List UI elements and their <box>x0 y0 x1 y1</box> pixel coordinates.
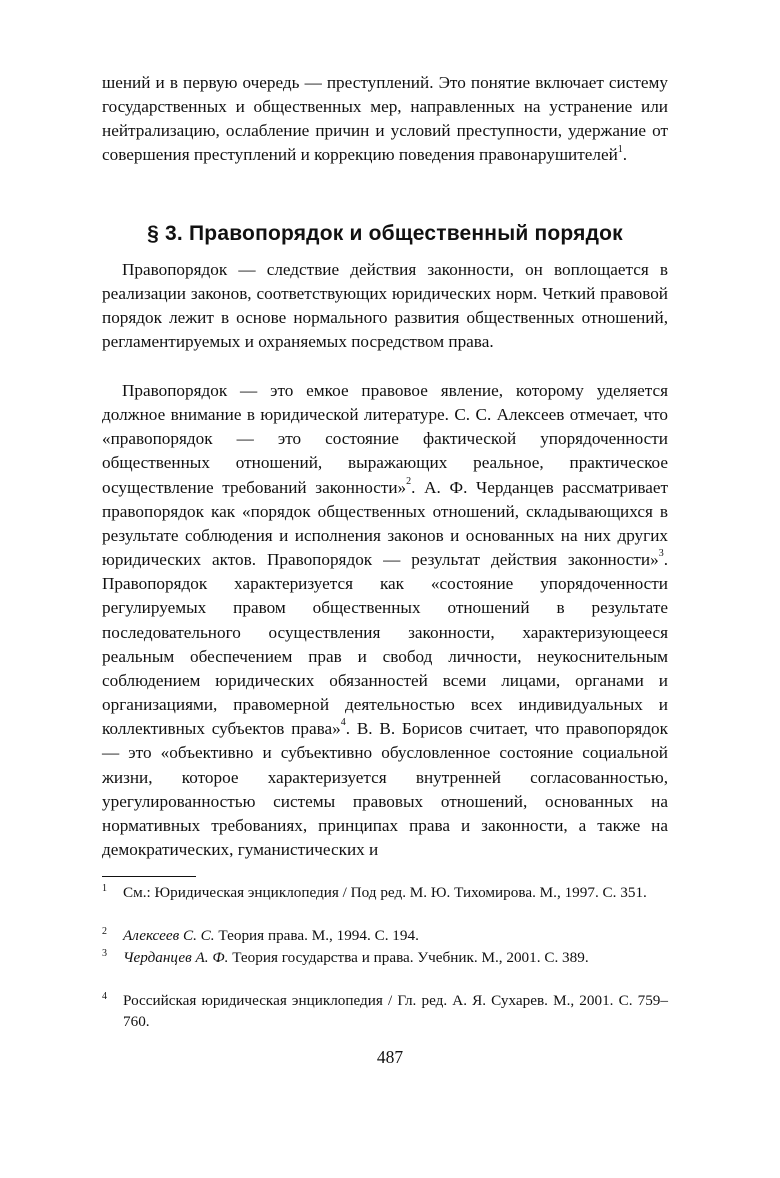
paragraph-legal-order: Правопорядок — следствие действия законности, он воплощается в реализации законов, соответствующих юридических норм. Четкий правовой порядок лежит в основе нормального развития общественных отношений, регламентируемых и охраняемых посредством права. <box>102 260 668 352</box>
footnote <box>102 882 668 903</box>
section-heading: § 3. Правопорядок и общественный порядок <box>147 222 623 245</box>
paragraph-text-part: . В. В. Борисов считает, что правопорядок — это «объективно и субъективно обусловленное состояние социальной жизни, которое характеризуется внутренней согласованностью, урегулированностью системы правовых отношений, основанных на нормативных требованиях, принципах права и законности, а также на демократических, гуманистических и <box>102 719 669 859</box>
footnote-ref-2: 2 <box>406 475 412 487</box>
footnote-ref-3: 3 <box>658 548 664 560</box>
footnote-divider <box>102 876 196 877</box>
footnote <box>102 947 668 968</box>
footnote-number: 3 <box>102 948 107 959</box>
paragraph-end: . <box>622 145 628 165</box>
paragraph-continued <box>102 71 668 168</box>
footnote-citation: Российская юридическая энциклопедия / Гл. ред. А. Я. Сухарев. М., 2001. С. 759–760. <box>123 992 668 1030</box>
paragraph-text: шений и в первую очередь — преступлений. Это понятие включает систему государственных и общественных мер, направленных на устранение или нейтрализацию, ослабление причин и условий преступности, удержание от совершения преступлений и коррекцию поведения правонарушителей <box>102 73 668 165</box>
paragraph-text-part: . Правопорядок характеризуется как «состояние упорядоченности регулируемых правом общественных отношений в результате последовательного осуществления законности, характеризующееся реальным обеспечением прав и свобод личности, неукоснительным соблюдением юридических обязанностей всеми лицами, органами и организациями, правомерной деятельностью всех индивидуальных и коллективных субъектов права» <box>102 550 668 739</box>
paragraph-text-part: . А. Ф. Черданцев рассматривает правопорядок как «порядок общественных отношений, складывающихся в результате соблюдения и исполнения законов и основанных на них других юридических актов. Правопорядок — результат действия законности» <box>102 477 668 570</box>
footnote-text <box>102 947 668 968</box>
footnote-number: 2 <box>102 926 107 937</box>
paragraph-definitions <box>102 379 668 862</box>
footnote-author: Алексеев С. С. <box>123 927 215 944</box>
paragraph-text-part: Правопорядок — это емкое правовое явление, которому уделяется должное внимание в юридической литературе. С. С. Алексеев отмечает, что «правопорядок — это состояние фактической упорядоченности общественных отношений, выражающих реальное, практическое осуществление требований законности» <box>102 381 668 497</box>
page-number: 487 <box>376 1047 404 1067</box>
footnote-author: Черданцев А. Ф. <box>123 949 229 966</box>
footnote-ref-1: 1 <box>617 143 623 155</box>
footnote-number: 1 <box>102 883 107 894</box>
footnote-citation: Теория государства и права. Учебник. М., 2001. С. 389. <box>228 949 589 966</box>
footnote-citation: См.: Юридическая энциклопедия / Под ред. М. Ю. Тихомирова. М., 1997. С. 351. <box>123 884 647 901</box>
footnote-text <box>102 882 668 903</box>
footnote <box>102 925 668 946</box>
footnote <box>102 990 668 1032</box>
footnote-text <box>102 990 668 1032</box>
footnote-ref-4: 4 <box>340 717 346 729</box>
footnote-citation: Теория права. М., 1994. С. 194. <box>214 927 419 944</box>
footnote-text <box>102 925 668 946</box>
footnote-number: 4 <box>102 991 107 1002</box>
